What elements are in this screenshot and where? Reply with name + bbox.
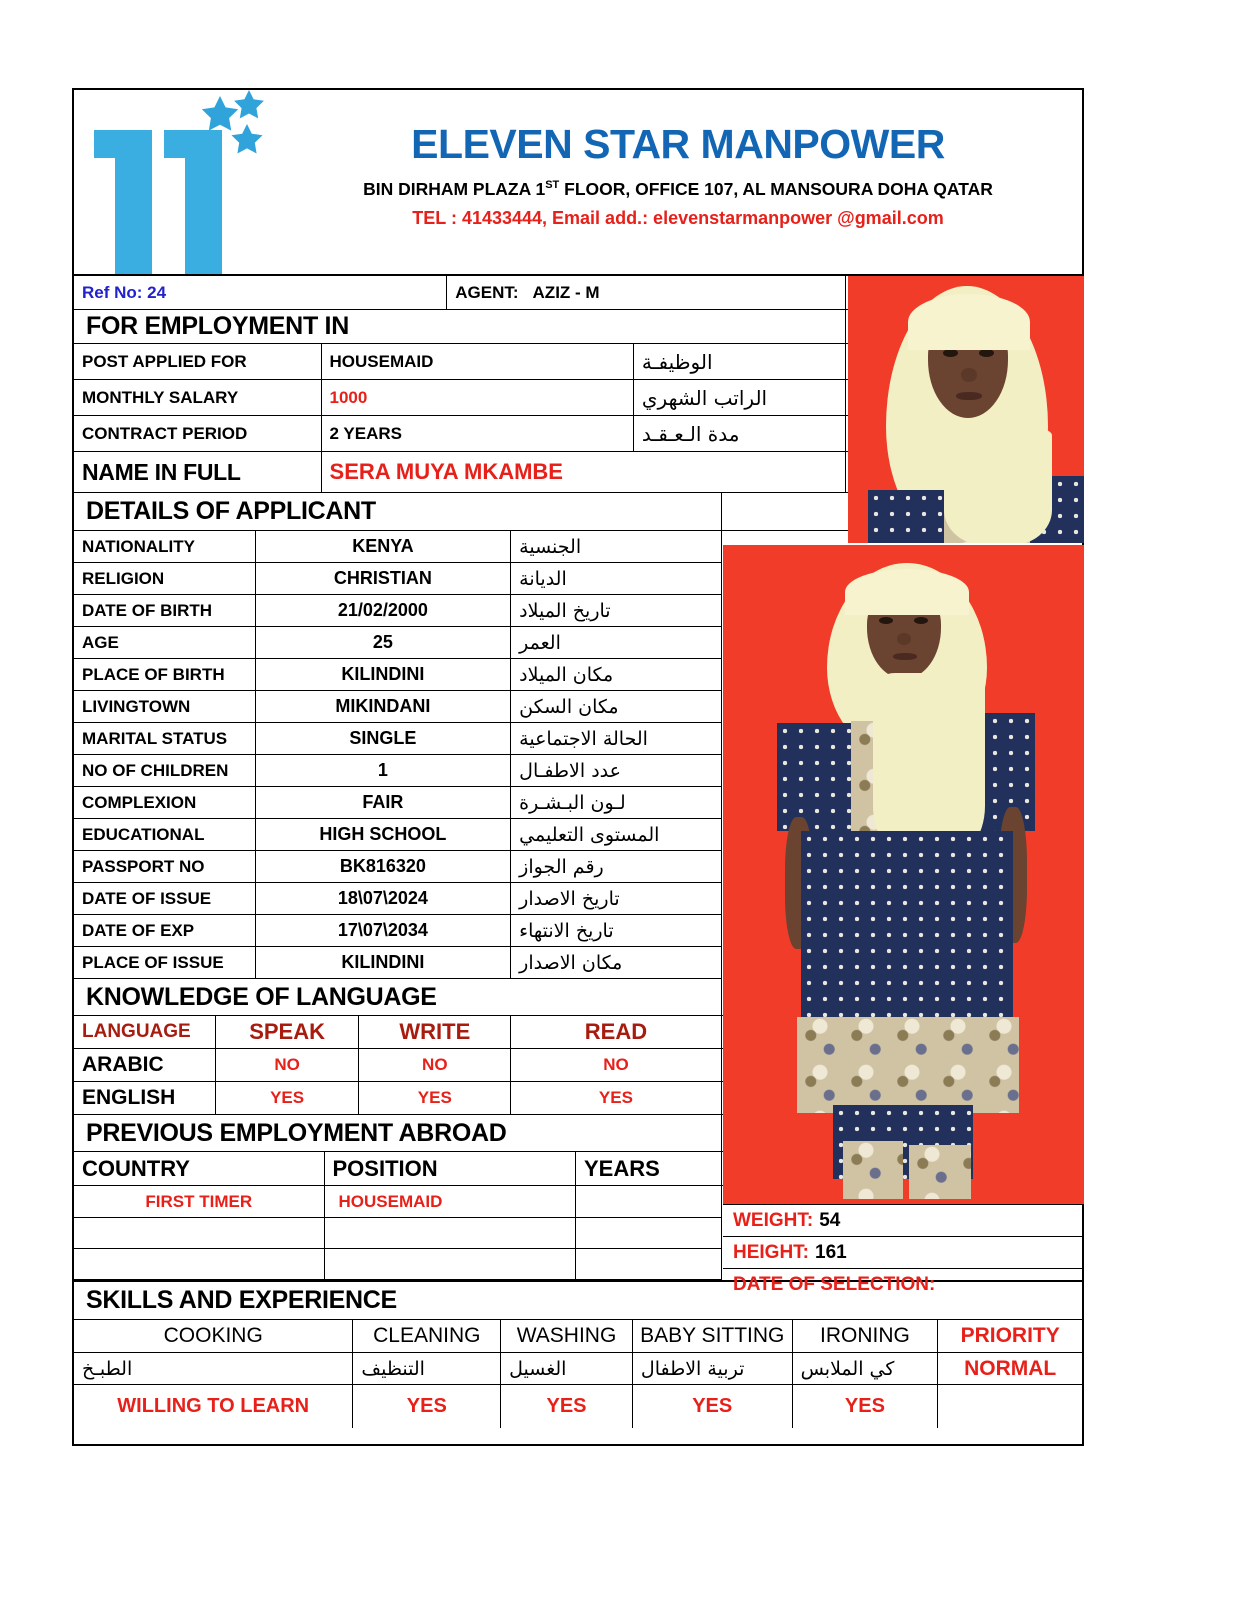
language-english-name: ENGLISH: [74, 1082, 216, 1115]
eleven-star-logo: [82, 88, 282, 278]
detail-arabic: مكان الميلاد: [511, 659, 722, 691]
skill-val-cleaning: YES: [353, 1385, 501, 1428]
prev-years-2: [576, 1218, 722, 1249]
detail-arabic: رقم الجواز: [511, 851, 722, 883]
detail-value: KENYA: [256, 531, 512, 563]
skills-header-row: [74, 1320, 1082, 1353]
detail-value: 25: [256, 627, 512, 659]
skill-ar-washing: الغسيل: [501, 1353, 633, 1385]
english-read: YES: [511, 1082, 722, 1115]
applicant-passport-photo: [848, 276, 1084, 543]
detail-value: 1: [256, 755, 512, 787]
detail-label: LIVINGTOWN: [74, 691, 256, 723]
detail-label: MARITAL STATUS: [74, 723, 256, 755]
language-col-speak: SPEAK: [216, 1016, 360, 1049]
detail-arabic: المستوى التعليمي: [511, 819, 722, 851]
detail-label: PASSPORT NO: [74, 851, 256, 883]
date-of-selection-row: [723, 1268, 1084, 1300]
detail-arabic: الحالة الاجتماعية: [511, 723, 722, 755]
english-speak: YES: [216, 1082, 360, 1115]
prev-employment-section-title: PREVIOUS EMPLOYMENT ABROAD: [74, 1115, 722, 1152]
priority-blank: [938, 1385, 1082, 1428]
post-applied-label: POST APPLIED FOR: [74, 344, 322, 380]
prev-col-position: POSITION: [325, 1152, 577, 1186]
contract-period-arabic: مدة الـعـقـد: [634, 416, 847, 452]
detail-label: COMPLEXION: [74, 787, 256, 819]
height-row: [723, 1236, 1084, 1268]
detail-value: MIKINDANI: [256, 691, 512, 723]
document-header: [74, 90, 1082, 276]
detail-arabic: لـون البـشـرة: [511, 787, 722, 819]
detail-arabic: مكان السكن: [511, 691, 722, 723]
name-value: SERA MUYA MKAMBE: [322, 452, 847, 493]
employment-section-title: FOR EMPLOYMENT IN: [74, 310, 846, 344]
skill-val-babysitting: YES: [633, 1385, 793, 1428]
skill-col-washing: WASHING: [501, 1320, 633, 1353]
skill-col-cleaning: CLEANING: [353, 1320, 501, 1353]
prev-col-country: COUNTRY: [74, 1152, 325, 1186]
detail-label: PLACE OF BIRTH: [74, 659, 256, 691]
applicant-fullbody-photo: [723, 545, 1084, 1204]
detail-value: FAIR: [256, 787, 512, 819]
company-name: ELEVEN STAR MANPOWER: [411, 121, 945, 167]
detail-arabic: تاريخ الانتهاء: [511, 915, 722, 947]
agent-value: AZIZ - M: [532, 282, 600, 302]
skill-col-ironing: IRONING: [793, 1320, 939, 1353]
prev-country-1: FIRST TIMER: [74, 1186, 325, 1218]
skills-arabic-row: [74, 1353, 1082, 1385]
skill-val-cooking: WILLING TO LEARN: [74, 1385, 353, 1428]
prev-country-3: [74, 1249, 325, 1280]
detail-label: PLACE OF ISSUE: [74, 947, 256, 979]
detail-arabic: عدد الاطفـال: [511, 755, 722, 787]
weight-label: WEIGHT:: [733, 1209, 814, 1231]
skill-ar-cleaning: التنظيف: [353, 1353, 501, 1385]
detail-value: 21/02/2000: [256, 595, 512, 627]
detail-value: KILINDINI: [256, 947, 512, 979]
detail-label: NATIONALITY: [74, 531, 256, 563]
header-text-block: [280, 90, 1076, 229]
detail-value: BK816320: [256, 851, 512, 883]
skill-col-cooking: COOKING: [74, 1320, 353, 1353]
detail-label: RELIGION: [74, 563, 256, 595]
address-ordinal-suffix: ST: [545, 179, 560, 192]
detail-value: HIGH SCHOOL: [256, 819, 512, 851]
detail-value: SINGLE: [256, 723, 512, 755]
detail-label: NO OF CHILDREN: [74, 755, 256, 787]
applicant-cv-frame: [72, 88, 1084, 1446]
detail-arabic: تاريخ الاصدار: [511, 883, 722, 915]
skill-ar-ironing: كي الملابس: [793, 1353, 939, 1385]
prev-country-2: [74, 1218, 325, 1249]
post-applied-value: HOUSEMAID: [322, 344, 634, 380]
detail-arabic: الجنسية: [511, 531, 722, 563]
arabic-write: NO: [359, 1049, 511, 1082]
priority-value: NORMAL: [938, 1353, 1082, 1385]
priority-label: PRIORITY: [938, 1320, 1082, 1353]
skills-section-title: SKILLS AND EXPERIENCE: [74, 1282, 1082, 1320]
measurements-box: [723, 1204, 1084, 1300]
weight-row: [723, 1204, 1084, 1236]
prev-position-1: HOUSEMAID: [325, 1186, 577, 1218]
monthly-salary-arabic: الراتب الشهري: [634, 380, 847, 416]
language-arabic-name: ARABIC: [74, 1049, 216, 1082]
post-applied-arabic: الوظيفـة: [634, 344, 847, 380]
name-label: NAME IN FULL: [74, 452, 322, 493]
skill-col-babysitting: BABY SITTING: [633, 1320, 793, 1353]
contract-period-value: 2 YEARS: [322, 416, 634, 452]
detail-value: CHRISTIAN: [256, 563, 512, 595]
detail-value: 17\07\2034: [256, 915, 512, 947]
detail-label: DATE OF EXP: [74, 915, 256, 947]
weight-value: 54: [819, 1209, 841, 1231]
prev-years-1: [576, 1186, 722, 1218]
skill-ar-cooking: الطبـخ: [74, 1353, 353, 1385]
language-section-title: KNOWLEDGE OF LANGUAGE: [74, 979, 722, 1016]
ref-no: Ref No: 24: [74, 276, 447, 310]
detail-label: EDUCATIONAL: [74, 819, 256, 851]
detail-label: DATE OF ISSUE: [74, 883, 256, 915]
english-write: YES: [359, 1082, 511, 1115]
detail-arabic: تاريخ الميلاد: [511, 595, 722, 627]
detail-label: DATE OF BIRTH: [74, 595, 256, 627]
skill-val-ironing: YES: [793, 1385, 939, 1428]
company-contact: TEL : 41433444, Email add.: elevenstarmanpower @gmail.com: [412, 208, 944, 228]
company-address: BIN DIRHAM PLAZA 1ST FLOOR, OFFICE 107, AL MANSOURA DOHA QATAR: [363, 179, 993, 199]
date-of-selection-label: DATE OF SELECTION:: [733, 1273, 936, 1295]
monthly-salary-label: MONTHLY SALARY: [74, 380, 322, 416]
prev-position-2: [325, 1218, 577, 1249]
skill-ar-babysitting: تربية الاطفال: [633, 1353, 793, 1385]
detail-arabic: العمر: [511, 627, 722, 659]
arabic-speak: NO: [216, 1049, 360, 1082]
language-col-read: READ: [511, 1016, 722, 1049]
arabic-read: NO: [511, 1049, 722, 1082]
detail-arabic: مكان الاصدار: [511, 947, 722, 979]
skill-val-washing: YES: [501, 1385, 633, 1428]
agent-cell: [447, 276, 846, 310]
contract-period-label: CONTRACT PERIOD: [74, 416, 322, 452]
detail-value: 18\07\2024: [256, 883, 512, 915]
prev-col-years: YEARS: [576, 1152, 722, 1186]
detail-label: AGE: [74, 627, 256, 659]
prev-position-3: [325, 1249, 577, 1280]
height-label: HEIGHT:: [733, 1241, 809, 1263]
agent-label: AGENT:: [455, 282, 519, 302]
details-section-title: DETAILS OF APPLICANT: [74, 493, 722, 531]
language-col-write: WRITE: [359, 1016, 511, 1049]
height-value: 161: [815, 1241, 847, 1263]
detail-arabic: الديانة: [511, 563, 722, 595]
detail-value: KILINDINI: [256, 659, 512, 691]
monthly-salary-value: 1000: [322, 380, 634, 416]
skills-value-row: [74, 1385, 1082, 1428]
prev-years-3: [576, 1249, 722, 1280]
language-col-language: LANGUAGE: [74, 1016, 216, 1049]
